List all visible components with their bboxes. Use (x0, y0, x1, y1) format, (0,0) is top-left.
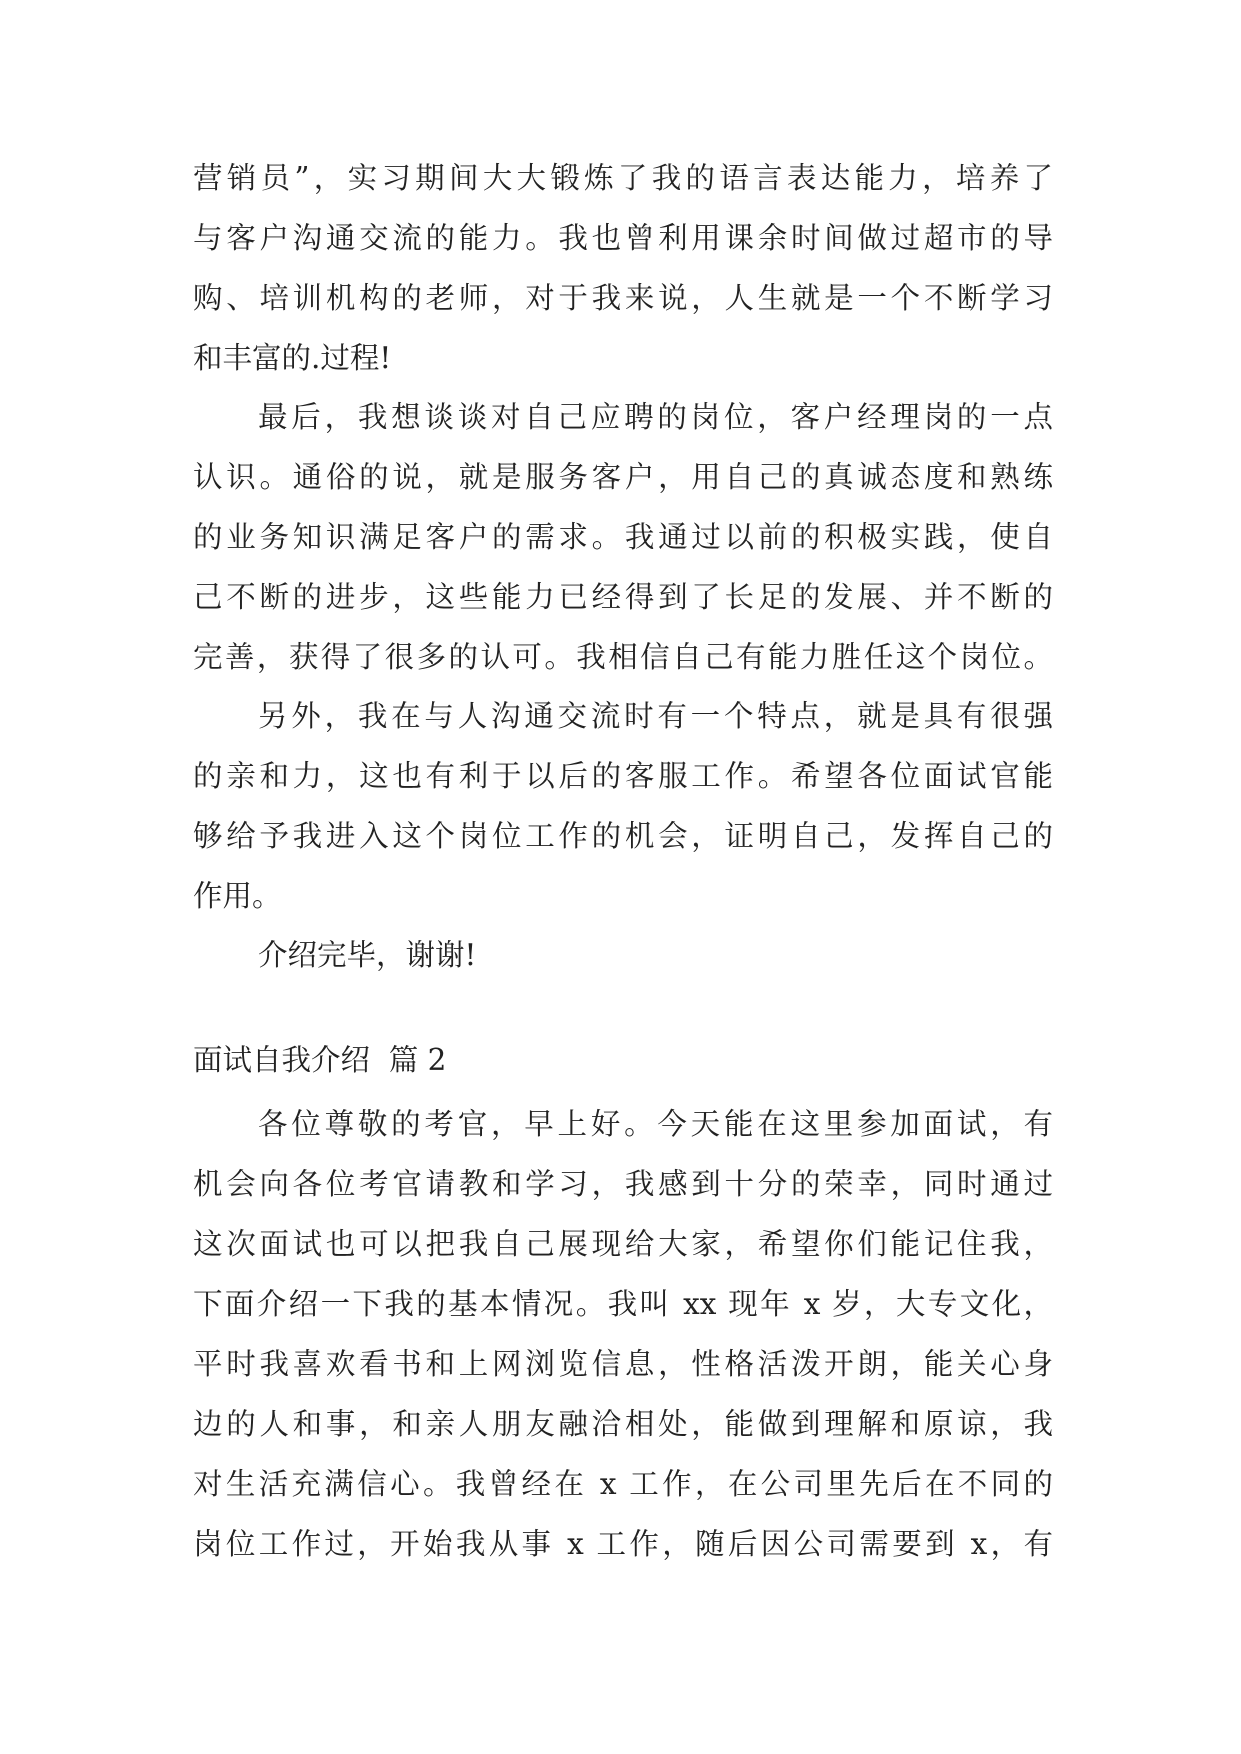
paragraph-line: 己不断的进步，这些能力已经得到了长足的发展、并不断的 (193, 580, 1053, 614)
section-heading: 面试自我介绍 篇 2 (193, 1043, 447, 1077)
paragraph-line: 另外，我在与人沟通交流时有一个特点，就是具有很强 (258, 699, 1053, 733)
paragraph-line: 营销员”，实习期间大大锻炼了我的语言表达能力，培养了 (193, 161, 1053, 195)
paragraph (193, 686, 1053, 926)
paragraph-line: 各位尊敬的考官，早上好。今天能在这里参加面试，有 (258, 1107, 1053, 1141)
paragraph-line: 平时我喜欢看书和上网浏览信息，性格活泼开朗，能关心身 (193, 1347, 1053, 1381)
paragraph-line: 的业务知识满足客户的需求。我通过以前的积极实践，使自 (193, 520, 1053, 554)
paragraph-line: 作用。 (193, 879, 282, 913)
paragraph-line: 完善，获得了很多的认可。我相信自己有能力胜任这个岗位。 (193, 640, 1053, 674)
paragraph-line: 这次面试也可以把我自己展现给大家，希望你们能记住我， (193, 1227, 1053, 1261)
paragraph (193, 1094, 1053, 1574)
paragraph-line: 介绍完毕，谢谢! (258, 938, 477, 972)
paragraph-line: 的亲和力，这也有利于以后的客服工作。希望各位面试官能 (193, 759, 1053, 793)
paragraph-line: 和丰富的.过程! (193, 341, 392, 375)
paragraph-line: 与客户沟通交流的能力。我也曾利用课余时间做过超市的导 (193, 221, 1053, 255)
paragraph (193, 148, 1053, 388)
paragraph-line: 边的人和事，和亲人朋友融洽相处，能做到理解和原谅，我 (193, 1407, 1053, 1441)
paragraph-line: 对生活充满信心。我曾经在 x 工作，在公司里先后在不同的 (193, 1467, 1053, 1501)
paragraph-line: 购、培训机构的老师，对于我来说，人生就是一个不断学习 (193, 281, 1053, 315)
paragraph-line: 认识。通俗的说，就是服务客户，用自己的真诚态度和熟练 (193, 460, 1053, 494)
paragraph-line: 够给予我进入这个岗位工作的机会，证明自己，发挥自己的 (193, 819, 1053, 853)
paragraph-line: 岗位工作过，开始我从事 x 工作，随后因公司需要到 x，有 (193, 1527, 1053, 1561)
paragraph (193, 387, 1053, 687)
paragraph (193, 925, 1053, 985)
paragraph-line: 机会向各位考官请教和学习，我感到十分的荣幸，同时通过 (193, 1167, 1053, 1201)
paragraph-line: 最后，我想谈谈对自己应聘的岗位，客户经理岗的一点 (258, 400, 1053, 434)
paragraph-line: 下面介绍一下我的基本情况。我叫 xx 现年 x 岁，大专文化， (193, 1287, 1053, 1321)
